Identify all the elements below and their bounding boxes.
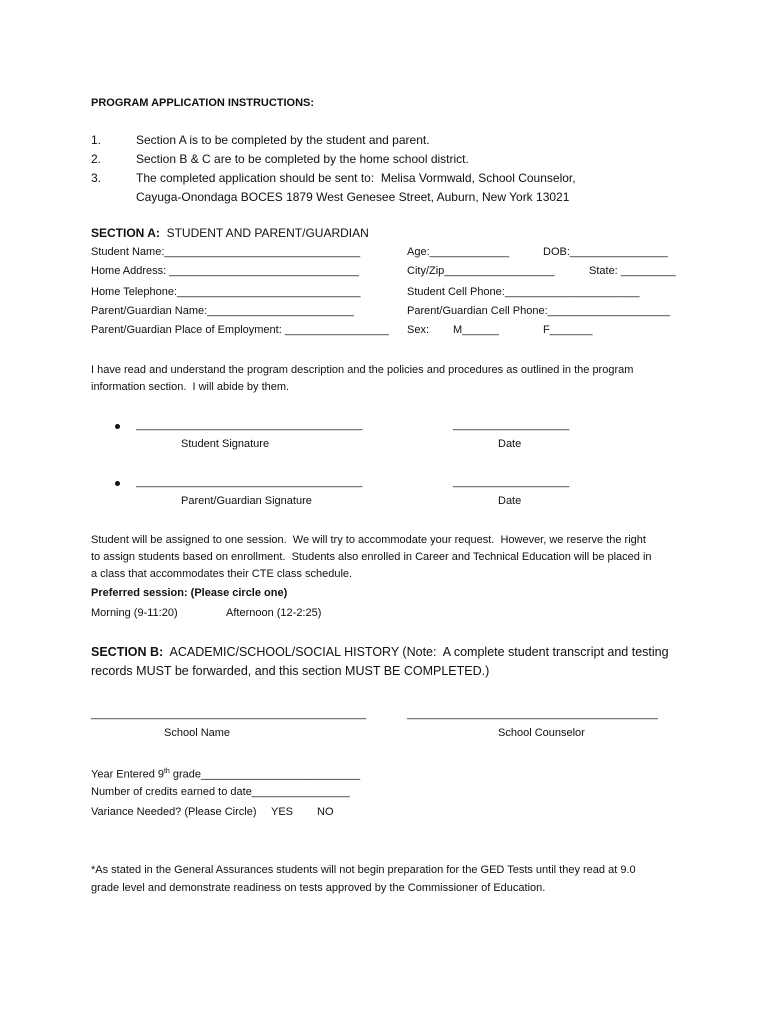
instructions-title: PROGRAM APPLICATION INSTRUCTIONS: <box>91 97 315 109</box>
home-telephone-field[interactable]: Home Telephone:______________________________ <box>91 286 361 298</box>
credits-field[interactable]: Number of credits earned to date________________ <box>91 786 350 798</box>
sex-m-field[interactable]: M______ <box>453 324 499 336</box>
instruction-text: Section B & C are to be completed by the home school district. <box>136 152 469 166</box>
preferred-session-label: Preferred session: (Please circle one) <box>91 587 288 599</box>
section-a-title: STUDENT AND PARENT/GUARDIAN <box>166 226 369 240</box>
statement-line: information section. I will abide by them. <box>91 381 290 393</box>
parent-signature-label: Parent/Guardian Signature <box>181 495 312 507</box>
school-name-line[interactable]: _____________________________________________ <box>91 708 367 720</box>
section-b-heading <box>91 643 669 661</box>
instruction-text: The completed application should be sent to: Melisa Vormwald, School Counselor, <box>136 171 576 185</box>
parent-date-line[interactable]: ___________________ <box>453 476 570 488</box>
ordinal-suffix: th <box>163 768 170 775</box>
city-zip-field[interactable]: City/Zip__________________ <box>407 265 555 277</box>
statement-line: I have read and understand the program description and the policies and procedures as outlined in the program <box>91 364 634 376</box>
session-paragraph-line: to assign students based on enrollment. Students also enrolled in Career and Technical Education will be placed in <box>91 551 652 563</box>
age-field[interactable]: Age:_____________ <box>407 246 510 258</box>
sex-f-field[interactable]: F_______ <box>543 324 593 336</box>
school-counselor-label: School Counselor <box>498 727 585 739</box>
student-signature-label: Student Signature <box>181 438 270 450</box>
instruction-text: Section A is to be completed by the student and parent. <box>136 133 430 147</box>
state-field[interactable]: State: _________ <box>589 265 676 277</box>
student-date-label: Date <box>498 438 522 450</box>
session-paragraph-line: Student will be assigned to one session. We will try to accommodate your request. However, we reserve the right <box>91 534 646 546</box>
school-name-label: School Name <box>164 727 231 739</box>
home-address-field[interactable]: Home Address: _______________________________ <box>91 265 359 277</box>
footnote-line: *As stated in the General Assurances students will not begin preparation for the GED Tests until they read at 9.0 <box>91 864 636 876</box>
variance-no-option[interactable]: NO <box>317 806 334 818</box>
section-b-title: ACADEMIC/SCHOOL/SOCIAL HISTORY (Note: A complete student transcript and testing <box>169 645 669 659</box>
parent-signature-line[interactable]: _____________________________________ <box>136 476 363 488</box>
bullet-icon <box>115 424 120 429</box>
session-paragraph-line: a class that accommodates their CTE class schedule. <box>91 568 353 580</box>
student-date-line[interactable]: ___________________ <box>453 419 570 431</box>
school-counselor-line[interactable]: _________________________________________ <box>407 708 658 720</box>
year-entered-line: grade__________________________ <box>169 768 361 781</box>
parent-employment-field[interactable]: Parent/Guardian Place of Employment: _________________ <box>91 324 389 336</box>
student-signature-line[interactable]: _____________________________________ <box>136 419 363 431</box>
sex-label: Sex: <box>407 324 430 336</box>
mailing-address: Cayuga-Onondaga BOCES 1879 West Genesee Street, Auburn, New York 13021 <box>136 190 570 204</box>
section-a-heading <box>91 226 369 240</box>
instruction-number: 1. <box>91 133 102 147</box>
afternoon-session-option[interactable]: Afternoon (12-2:25) <box>226 607 322 619</box>
parent-date-label: Date <box>498 495 522 507</box>
student-cell-field[interactable]: Student Cell Phone:______________________ <box>407 286 640 298</box>
morning-session-option[interactable]: Morning (9-11:20) <box>91 607 178 619</box>
parent-name-field[interactable]: Parent/Guardian Name:________________________ <box>91 305 354 317</box>
dob-field[interactable]: DOB:________________ <box>543 246 668 258</box>
footnote-line: grade level and demonstrate readiness on tests approved by the Commissioner of Education. <box>91 882 546 894</box>
year-entered-field[interactable] <box>91 765 360 782</box>
instruction-number: 2. <box>91 152 102 166</box>
section-b-label: SECTION B: <box>91 645 164 659</box>
parent-cell-field[interactable]: Parent/Guardian Cell Phone:____________________ <box>407 305 670 317</box>
section-a-label: SECTION A: <box>91 226 160 240</box>
student-name-field[interactable]: Student Name:________________________________ <box>91 246 361 258</box>
instruction-number: 3. <box>91 171 102 185</box>
bullet-icon <box>115 481 120 486</box>
section-b-title-continued: records MUST be forwarded, and this section MUST BE COMPLETED.) <box>91 664 490 678</box>
variance-yes-option[interactable]: YES <box>271 806 294 818</box>
variance-label: Variance Needed? (Please Circle) <box>91 806 257 818</box>
year-entered-label: Year Entered 9 <box>91 768 164 781</box>
